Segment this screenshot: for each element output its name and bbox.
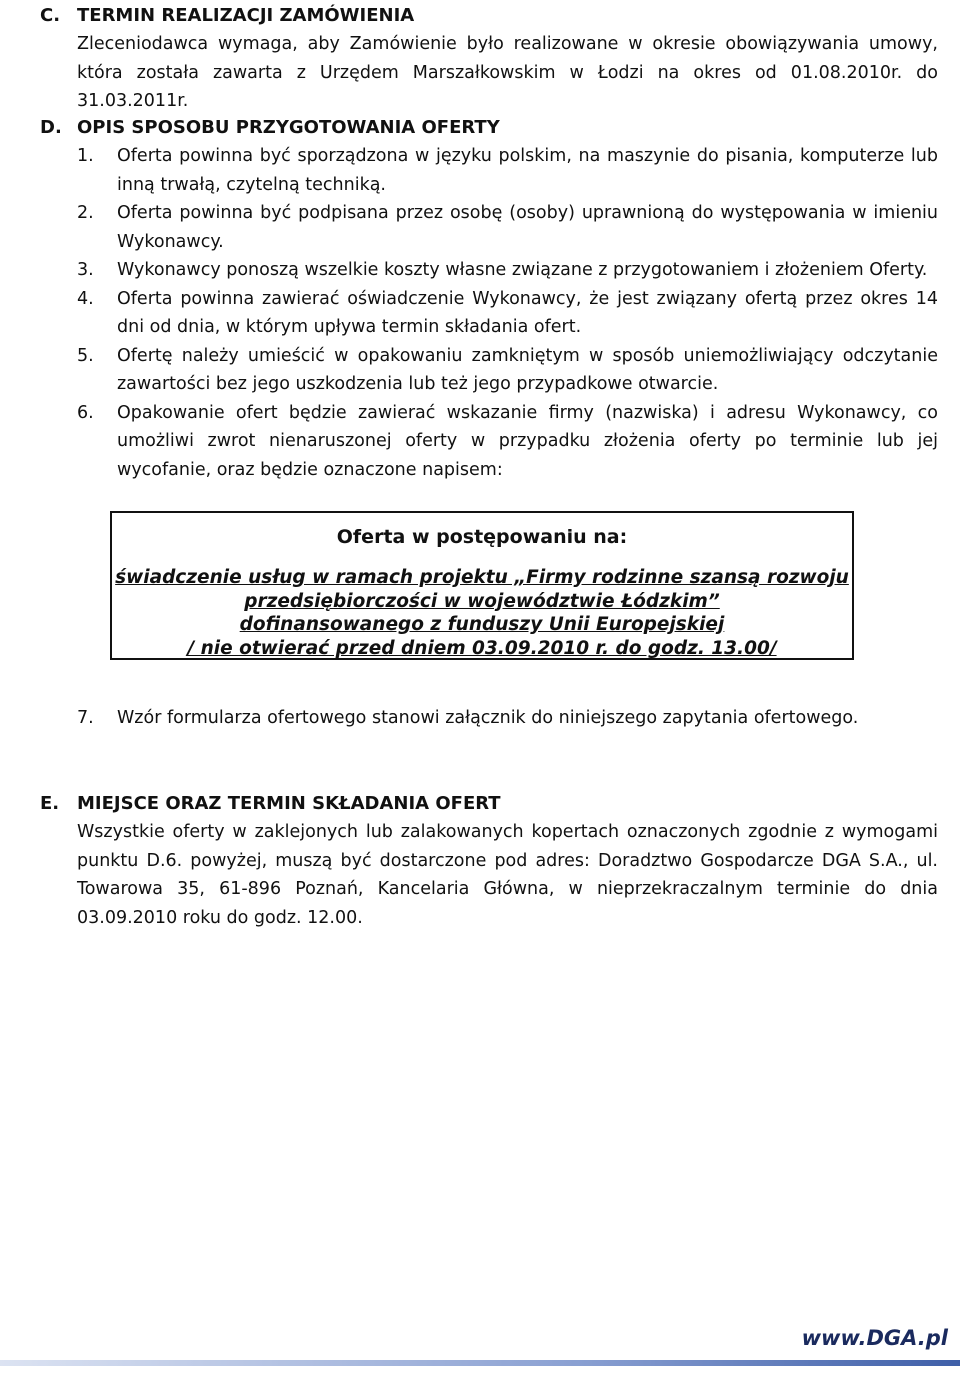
offer-label-line: przedsiębiorczości w województwie Łódzkim” (244, 590, 720, 612)
list-item-text: Oferta powinna być podpisana przez osobę (osoby) uprawnioną do występowania w imieniu Wykonawcy. (117, 203, 938, 252)
list-item-number: 4. (77, 288, 94, 309)
section-c (40, 2, 938, 116)
offer-label-line: świadczenie usług w ramach projektu „Firmy rodzinne szansą rozwoju (115, 567, 849, 588)
section-d-title: OPIS SPOSOBU PRZYGOTOWANIA OFERTY (77, 117, 500, 138)
section-e-text: Wszystkie oferty w zaklejonych lub zalakowanych kopertach oznaczonych zgodnie z wymogami punktu D.6. powyżej, muszą być dostarczone pod adres: Doradztwo Gospodarcze DGA S.A., ul. Towarowa 35, 61-896 Poznań, Kancelaria Główna, w nieprzekraczalnym terminie do dnia 03.09.2010 roku do godz. 12.00. (77, 822, 938, 928)
section-d-item-7 (40, 704, 938, 733)
list-item (40, 199, 938, 256)
offer-label-box (110, 511, 854, 660)
list-item-text: Wzór formularza ofertowego stanowi załącznik do niniejszego zapytania ofertowego. (117, 708, 859, 728)
list-item-number: 2. (77, 203, 94, 223)
offer-label-subject (112, 566, 852, 660)
list-item (40, 342, 938, 399)
offer-label-line: / nie otwierać przed dniem 03.09.2010 r. do godz. 13.00/ (187, 637, 777, 659)
list-item-number: 3. (77, 260, 94, 280)
list-item-text: Oferta powinna być sporządzona w języku polskim, na maszynie do pisania, komputerze lub inną trwałą, czytelną techniką. (117, 146, 938, 195)
section-e-heading (40, 790, 938, 818)
list-item-text: Oferta powinna zawierać oświadczenie Wykonawcy, że jest związany ofertą przez okres 14 dni od dnia, w którym upływa termin składania ofert. (117, 288, 938, 337)
list-item-number: 5. (77, 345, 94, 366)
list-item (40, 285, 938, 342)
list-item-number: 1. (77, 146, 94, 166)
section-e-title: MIEJSCE ORAZ TERMIN SKŁADANIA OFERT (77, 793, 501, 814)
list-item (40, 704, 938, 733)
list-item (40, 399, 938, 485)
list-item (40, 142, 938, 199)
offer-label-line: dofinansowanego z funduszy Unii Europejskiej (239, 614, 725, 635)
footer-gradient-bar (0, 1360, 960, 1366)
section-c-heading (40, 2, 938, 30)
offer-label-heading: Oferta w postępowaniu na: (336, 526, 628, 548)
list-item-text: Ofertę należy umieścić w opakowaniu zamkniętym w sposób uniemożliwiający odczytanie zawartości bez jego uszkodzenia lub też jego przypadkowe otwarcie. (117, 345, 938, 394)
dga-logo: www.DGA.pl (801, 1326, 948, 1350)
list-item-text: Opakowanie ofert będzie zawierać wskazanie firmy (nazwiska) i adresu Wykonawcy, co umożliwi zwrot nienaruszonej oferty w przypadku złożenia oferty po terminie lub jej wycofanie, oraz będzie oznaczone napisem: (117, 402, 938, 480)
section-c-title: TERMIN REALIZACJI ZAMÓWIENIA (77, 5, 415, 26)
list-item-number: 6. (77, 402, 94, 423)
section-c-letter: C. (40, 5, 61, 26)
section-c-text: Zleceniodawca wymaga, aby Zamówienie było realizowane w okresie obowiązywania umowy, która została zawarta z Urzędem Marszałkowskim w Łodzi na okres od 01.08.2010r. do 31.03.2011r. (77, 34, 938, 111)
section-d-heading (40, 114, 938, 142)
section-d-list (40, 142, 938, 484)
list-item-number: 7. (77, 708, 94, 728)
section-d (40, 114, 938, 484)
section-d-letter: D. (40, 117, 62, 138)
list-item-text: Wykonawcy ponoszą wszelkie koszty własne związane z przygotowaniem i złożeniem Oferty. (117, 260, 928, 280)
section-e (40, 790, 938, 932)
list-item (40, 256, 938, 285)
section-e-letter: E. (40, 793, 60, 814)
